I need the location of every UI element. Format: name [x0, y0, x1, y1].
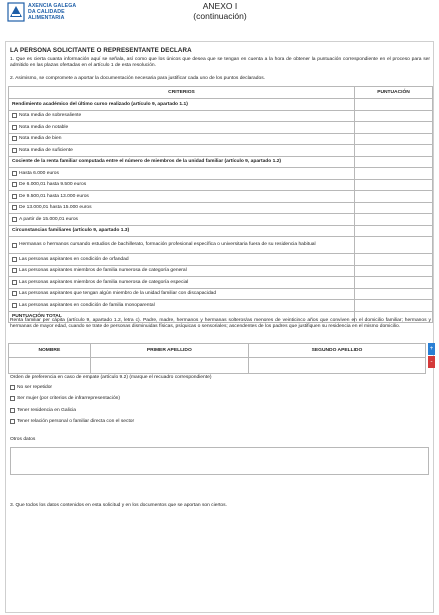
criteria-cell — [9, 277, 355, 289]
criteria-label: Las personas aspirantes en condición de familia monoparental — [19, 302, 155, 308]
otros-datos-field[interactable] — [10, 447, 429, 475]
agency-logo-text — [28, 3, 76, 21]
score-cell[interactable] — [355, 168, 433, 180]
remove-row-button[interactable]: - — [428, 356, 435, 368]
group-row — [9, 225, 433, 237]
criteria-row — [9, 288, 433, 300]
empate-option — [10, 419, 134, 424]
criteria-cell — [9, 191, 355, 203]
score-cell[interactable] — [355, 202, 433, 214]
criteria-cell — [9, 110, 355, 122]
criteria-row — [9, 191, 433, 203]
score-cell[interactable] — [355, 214, 433, 226]
criteria-row — [9, 237, 433, 254]
primer-apellido-input[interactable] — [90, 358, 248, 374]
checkbox[interactable] — [10, 385, 15, 390]
criteria-row — [9, 122, 433, 134]
criteria-label: Hasta 6.000 euros — [19, 170, 59, 176]
criteria-cell — [9, 122, 355, 134]
agency-logo — [7, 2, 97, 24]
group-row — [9, 99, 433, 111]
criteria-label: De 9.500,01 hasta 13.000 euros — [19, 193, 89, 199]
final-declaration: 3. Que todos los datos contenidos en esta solicitud y en los documentos que se aportan son ciertos. — [10, 503, 227, 508]
criteria-row — [9, 133, 433, 145]
criteria-label: Las personas aspirantes que tengan algún miembro de la unidad familiar con discapacidad — [19, 291, 217, 297]
score-cell[interactable] — [355, 133, 433, 145]
criteria-cell — [9, 300, 355, 312]
declaration-paragraph-2: 2. Asimismo, se compromete a aportar la documentación necesaria para justificar cada uno de los puntos declarados. — [10, 76, 265, 81]
criteria-label: De 13.000,01 hasta 15.000 euros — [19, 205, 92, 211]
score-cell[interactable] — [355, 110, 433, 122]
criteria-row — [9, 168, 433, 180]
declaration-paragraph-1: 1. Que es cierta cuanta información aquí se señala, así como que los únicos que desea que se tengan en cuenta a la hora de obtener la puntuación correspondiente en el proceso para ser admitido en las plazas ofertadas en el artículo 1 de esta resolución. — [10, 57, 430, 69]
checkbox[interactable] — [12, 182, 17, 187]
criteria-row — [9, 214, 433, 226]
checkbox[interactable] — [10, 408, 15, 413]
score-cell[interactable] — [355, 99, 433, 111]
checkbox[interactable] — [12, 171, 17, 176]
criteria-cell — [9, 254, 355, 266]
checkbox[interactable] — [12, 125, 17, 130]
checkbox[interactable] — [12, 113, 17, 118]
criteria-table — [8, 86, 433, 323]
criteria-cell — [9, 168, 355, 180]
criteria-cell — [9, 179, 355, 191]
total-label: PUNTUACIÓN TOTAL — [9, 311, 355, 323]
logo-line: ALIMENTARIA — [28, 15, 65, 21]
score-cell[interactable] — [355, 288, 433, 300]
criteria-label: Nota media de notable — [19, 124, 69, 130]
criteria-row — [9, 254, 433, 266]
criteria-row — [9, 110, 433, 122]
empate-option — [10, 385, 52, 390]
empate-title: Orden de preferencia en caso de empate (artículo 9.2) (marque el recuadro correspondiente) — [10, 375, 212, 380]
criteria-row — [9, 300, 433, 312]
family-header-row — [9, 344, 426, 358]
criteria-label: Las personas aspirantes en condición de orfandad — [19, 256, 129, 262]
score-cell[interactable] — [355, 277, 433, 289]
checkbox[interactable] — [12, 148, 17, 153]
group-row — [9, 156, 433, 168]
add-row-button[interactable]: + — [428, 343, 435, 355]
criteria-cell — [9, 202, 355, 214]
criteria-label: Las personas aspirantes miembros de familia numerosa de categoría general — [19, 268, 187, 274]
checkbox[interactable] — [12, 205, 17, 210]
family-members-table — [8, 343, 426, 374]
criteria-cell — [9, 133, 355, 145]
empate-option-label: No ser repetidor — [17, 385, 53, 390]
criteria-label: Hermanas o hermanos cursando estudios de bachillerato, formación profesional específica o universitaria fuera de su residencia habitual — [19, 242, 316, 247]
empate-option — [10, 408, 76, 413]
renta-paragraph: Renta familiar per cápita (artículo 9, apartado 1.2, letra c). Padre, madre, hermanos y hermanas solteros/as menores de veinticinco años que conviven en el domicilio familiar; hermanos y hermanas de mayor edad, cuando se trate de personas disminuidas físicas, psíquicas o sensoriales; ascendentes de los padres que justifiquen su residencia en el mismo domicilio. — [10, 318, 431, 330]
checkbox[interactable] — [12, 280, 17, 285]
empate-option-label: Ser mujer (por criterios de infrarrepresentación) — [17, 396, 121, 401]
score-cell[interactable] — [355, 191, 433, 203]
criteria-label: A partir de 15.000,01 euros — [19, 216, 78, 222]
checkbox[interactable] — [12, 194, 17, 199]
segundo-apellido-input[interactable] — [248, 358, 425, 374]
score-cell[interactable] — [355, 225, 433, 237]
checkbox[interactable] — [12, 243, 17, 248]
criteria-row — [9, 179, 433, 191]
group-title: Cociente de la renta familiar computada entre el número de miembros de la unidad familiar (artículo 9, apartado 1.2) — [9, 156, 355, 168]
agency-logo-icon — [7, 2, 25, 22]
group-title: Circunstancias familiares (artículo 9, apartado 1.3) — [9, 225, 355, 237]
criteria-cell — [9, 265, 355, 277]
score-cell[interactable] — [355, 254, 433, 266]
criteria-label: Nota media de bien — [19, 136, 62, 142]
criteria-row — [9, 202, 433, 214]
checkbox[interactable] — [12, 291, 17, 296]
section-title: LA PERSONA SOLICITANTE O REPRESENTANTE DECLARA — [10, 47, 192, 54]
criterios-header: CRITERIOS — [9, 87, 355, 99]
group-title: Rendimiento académico del último curso realizado (artículo 9, apartado 1.1) — [9, 99, 355, 111]
score-cell[interactable] — [355, 122, 433, 134]
criteria-row — [9, 277, 433, 289]
checkbox[interactable] — [12, 217, 17, 222]
criteria-row — [9, 265, 433, 277]
score-cell[interactable] — [355, 156, 433, 168]
puntuacion-header: PUNTUACIÓN — [355, 87, 433, 99]
checkbox[interactable] — [10, 396, 15, 401]
criteria-label: Las personas aspirantes miembros de familia numerosa de categoría especial — [19, 279, 189, 285]
score-cell[interactable] — [355, 300, 433, 312]
criteria-cell — [9, 145, 355, 157]
checkbox[interactable] — [12, 257, 17, 262]
annex-heading — [140, 1, 300, 21]
nombre-header: NOMBRE — [9, 344, 91, 358]
criteria-cell — [9, 237, 355, 254]
criteria-label: Nota media de sobresaliente — [19, 113, 82, 119]
score-cell[interactable] — [355, 179, 433, 191]
primer-apellido-header: PRIMER APELLIDO — [90, 344, 248, 358]
segundo-apellido-header: SEGUNDO APELLIDO — [248, 344, 425, 358]
criteria-label: Nota media de suficiente — [19, 147, 73, 153]
empate-option — [10, 396, 120, 401]
score-cell[interactable] — [355, 265, 433, 277]
empate-option-label: Tener residencia en Galicia — [17, 408, 76, 413]
empate-option-label: Tener relación personal o familiar directa con el sector — [17, 419, 135, 424]
otros-datos-label: Otros datos — [10, 437, 36, 442]
checkbox[interactable] — [12, 268, 17, 273]
criteria-row — [9, 145, 433, 157]
criteria-cell — [9, 214, 355, 226]
score-cell[interactable] — [355, 145, 433, 157]
checkbox[interactable] — [10, 419, 15, 424]
checkbox[interactable] — [12, 136, 17, 141]
criteria-cell — [9, 288, 355, 300]
family-row — [9, 358, 426, 374]
logo-line: DA CALIDADE — [28, 9, 65, 15]
criteria-label: De 6.000,01 hasta 9.500 euros — [19, 182, 87, 188]
annex-subtitle: (continuación) — [193, 11, 247, 21]
annex-title: ANEXO I — [202, 1, 238, 11]
checkbox[interactable] — [12, 303, 17, 308]
logo-line: AXENCIA GALEGA — [28, 3, 77, 9]
criteria-header-row — [9, 87, 433, 99]
score-cell[interactable] — [355, 237, 433, 254]
nombre-input[interactable] — [9, 358, 91, 374]
